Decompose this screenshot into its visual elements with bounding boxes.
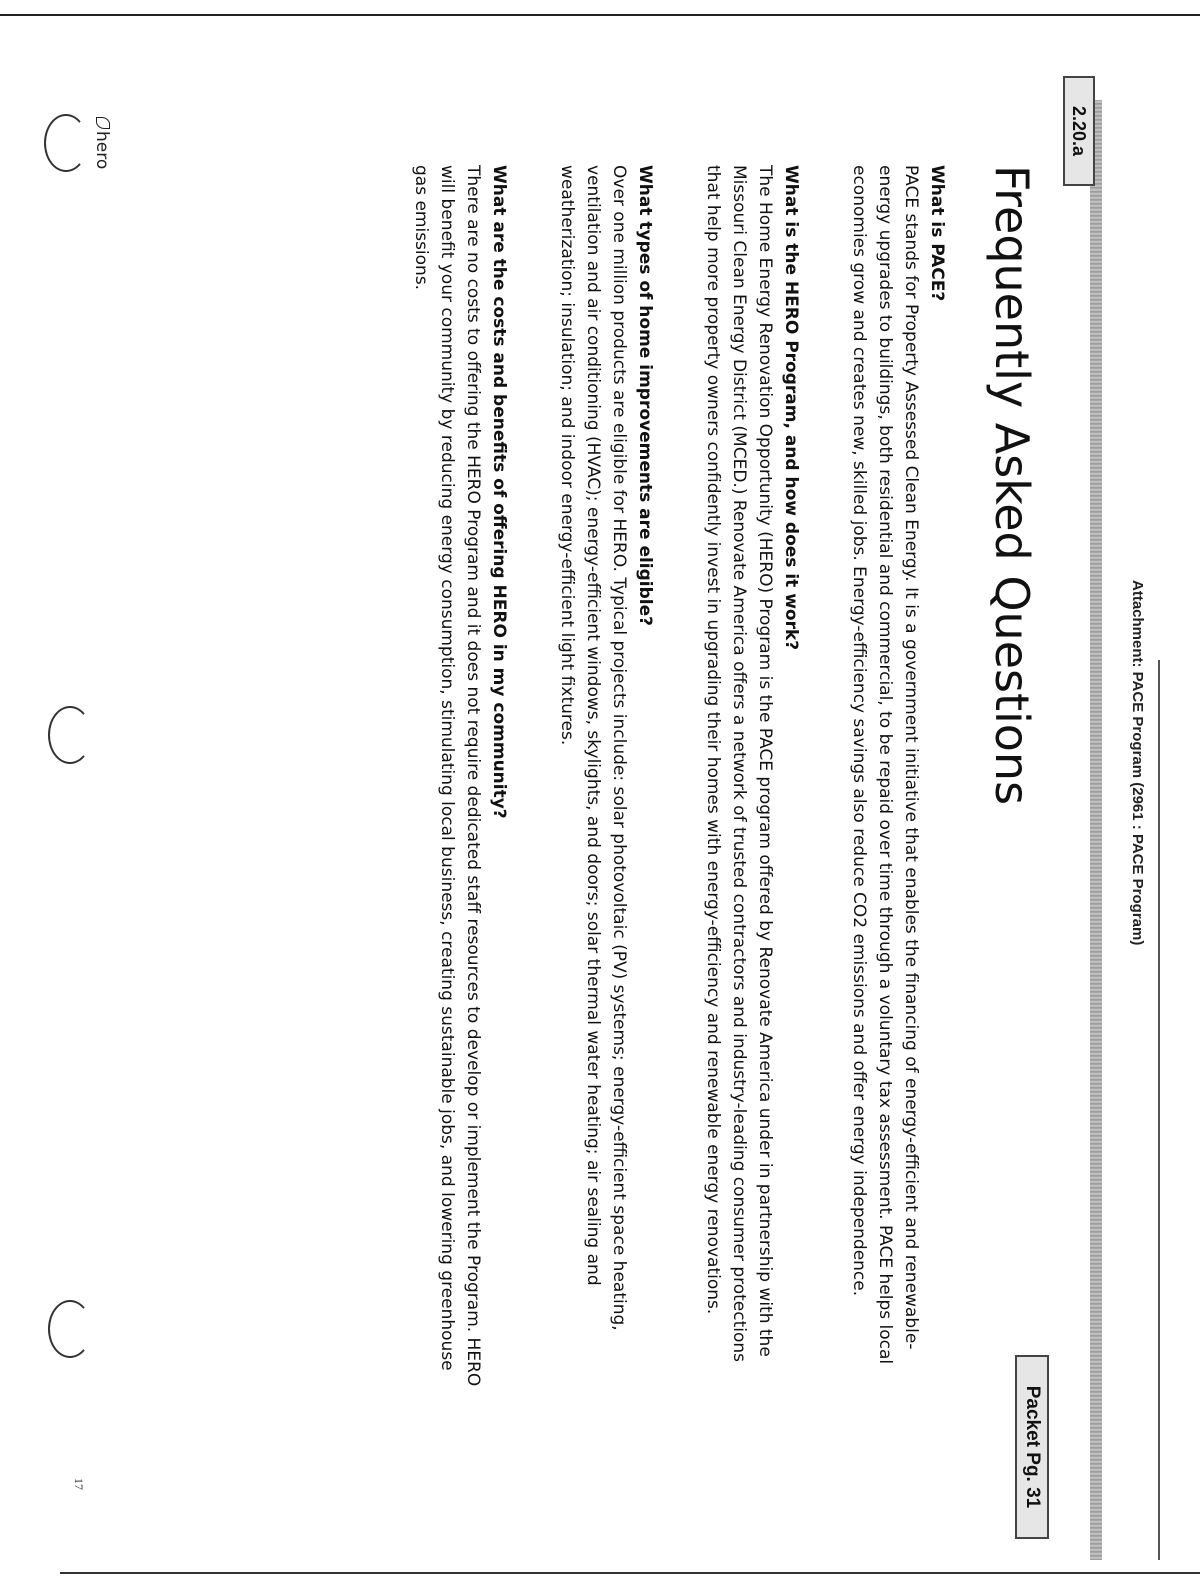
binder-hole-middle	[48, 706, 92, 764]
attachment-label: Attachment: PACE Program (2961 : PACE Program)	[1129, 580, 1146, 946]
faq-answer: There are no costs to offering the HERO Program and it does not require dedicated staff resources to develop or implement the Program. HERO will benefit your community by reducing energy consumption, stimulating local business, creating sustainable jobs, and lowering greenhouse gas emissions.	[411, 165, 483, 1387]
logo-text: hero	[92, 131, 112, 170]
faq-item	[700, 165, 804, 1395]
faq-answer: PACE stands for Property Assessed Clean Energy. It is a government initiative that enables the financing of energy-efficient and renewable-energy upgrades to buildings, both residential and commercial, to be repaid over time through a voluntary tax assessment. PACE helps local economies grow and creates new, skilled jobs. Energy-efficiency savings also reduce CO2 emissions and offer energy independence.	[849, 165, 921, 1365]
page-title: Frequently Asked Questions	[985, 165, 1039, 806]
packet-page-badge: Packet Pg. 31	[1015, 1355, 1049, 1539]
faq-question: What is PACE?	[927, 165, 947, 302]
faq-answer: Over one million products are eligible for HERO. Typical projects include: solar photovoltaic (PV) systems; energy-efficient space heating, ventilation and air conditioning (HVAC); energy-efficient windows, skylights, and doors; solar thermal water heating; air sealing and weatherization; insulation; and indoor energy-efficient light fixtures.	[557, 165, 629, 1331]
faq-item	[846, 165, 950, 1395]
scan-edge-bottom	[60, 1572, 1200, 1574]
leaf-icon	[96, 117, 110, 129]
packet-side-bar	[1090, 100, 1102, 1560]
faq-question: What is the HERO Program, and how does it work?	[781, 165, 801, 651]
hero-logo	[92, 117, 112, 237]
faq-question: What types of home improvements are eligible?	[635, 165, 655, 627]
binder-hole-bottom	[48, 1300, 92, 1358]
faq-content	[366, 165, 1040, 1395]
faq-answer: The Home Energy Renovation Opportunity (HERO) Program is the PACE program offered by Renovate America under in partnership with the Missouri Clean Energy District (MCED.) Renovate America offers a network of trusted contractors and industry-leading consumer protections that help more property owners confidently invest in upgrading their homes with energy-efficiency and renewable energy renovations.	[703, 165, 775, 1363]
faq-item	[408, 165, 512, 1395]
page-number: 17	[72, 1478, 86, 1490]
scan-edge-top	[0, 14, 1200, 16]
agenda-item-badge: 2.20.a	[1063, 76, 1095, 186]
faq-item	[554, 165, 658, 1395]
margin-rule	[1158, 660, 1160, 1560]
faq-question: What are the costs and benefits of offering HERO in my community?	[489, 165, 509, 819]
binder-hole-top	[44, 114, 88, 172]
